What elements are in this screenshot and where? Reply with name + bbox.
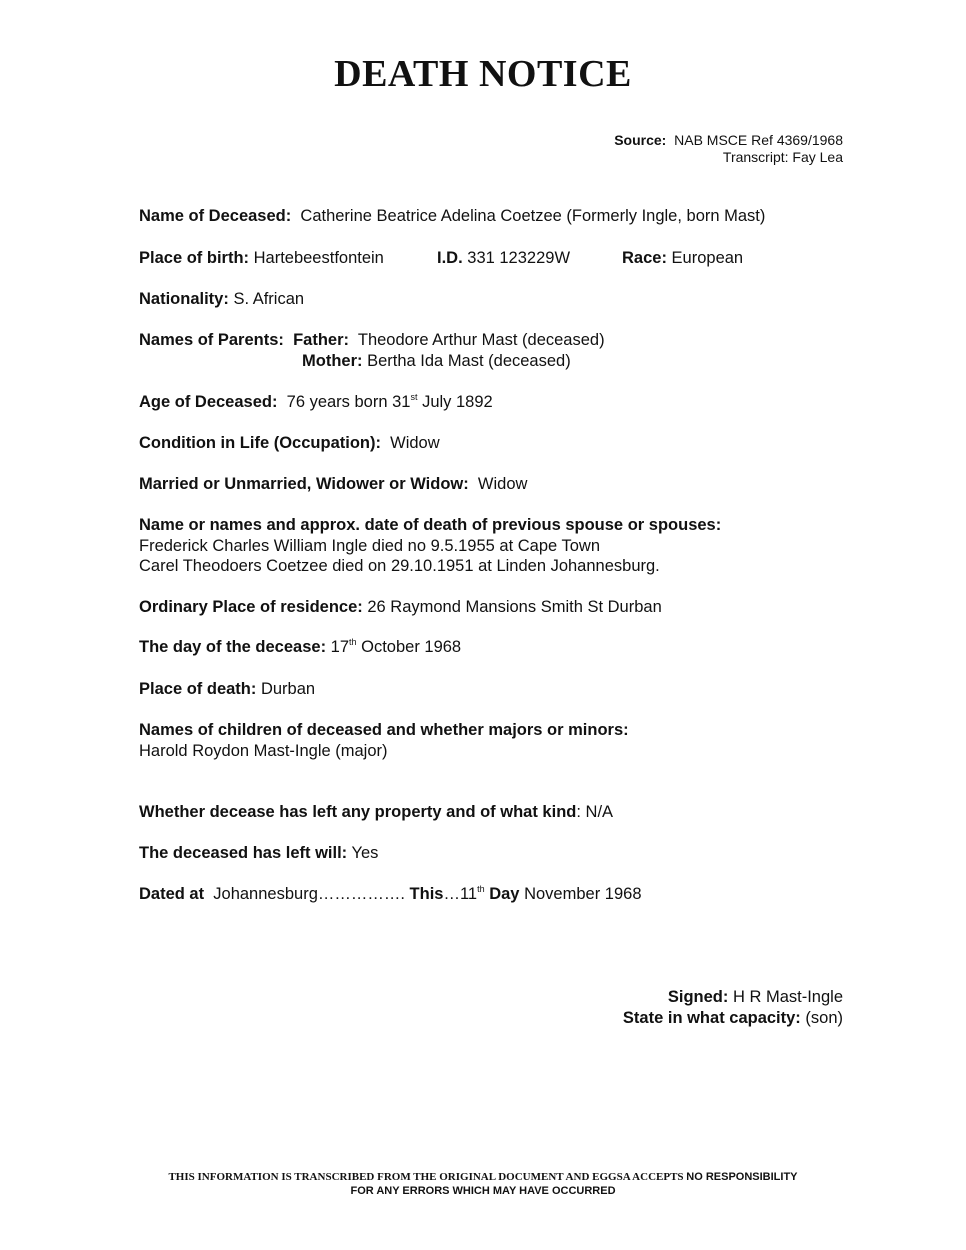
children-label: Names of children of deceased and whether majors or minors: [139, 721, 629, 739]
capacity-line [623, 1008, 843, 1029]
race-group [622, 248, 743, 269]
death-place-label: Place of death: [139, 680, 257, 698]
property-value: : N/A [576, 803, 614, 821]
dated-label: Dated at [139, 885, 205, 903]
children-line-1: Harold Roydon Mast-Ingle (major) [139, 741, 388, 760]
will-label: The deceased has left will: [139, 844, 348, 862]
field-age [139, 392, 493, 413]
signed-line [623, 987, 843, 1008]
will-value: Yes [351, 844, 379, 862]
age-label: Age of Deceased: [139, 393, 278, 411]
decease-day-pre: 17 [330, 638, 350, 656]
nationality-value: S. African [233, 290, 305, 308]
capacity-value: (son) [805, 1009, 843, 1027]
field-children [139, 720, 629, 761]
disclaimer-line-1-sans: NO RESPONSIBILITY [686, 1171, 798, 1183]
dated-day-sup: th [477, 884, 485, 894]
race-value: European [671, 249, 744, 267]
age-value-sup: st [410, 392, 418, 402]
marital-value: Widow [477, 475, 528, 493]
disclaimer-line-2: FOR ANY ERRORS WHICH MAY HAVE OCCURRED [350, 1185, 616, 1197]
source-value: NAB MSCE Ref 4369/1968 [674, 132, 843, 148]
field-decease-day [139, 637, 461, 658]
id-label: I.D. [437, 249, 463, 267]
disclaimer-line-1-serif: THIS INFORMATION IS TRANSCRIBED FROM THE ORIGINAL DOCUMENT AND EGGSA ACCEPTS [168, 1171, 687, 1183]
deceased-value: Catherine Beatrice Adelina Coetzee (Formerly Ingle, born Mast) [300, 207, 766, 225]
source-block [614, 132, 843, 166]
field-property [139, 802, 613, 823]
mother-line [139, 351, 605, 372]
id-group [437, 248, 570, 269]
field-spouses [139, 515, 721, 577]
nationality-label: Nationality: [139, 290, 229, 308]
occupation-value: Widow [390, 434, 440, 452]
field-death-place [139, 679, 315, 700]
mother-value: Bertha Ida Mast (deceased) [367, 351, 571, 370]
capacity-label: State in what capacity: [622, 1009, 801, 1027]
source-label: Source: [614, 132, 667, 148]
dated-day-pre: …11 [443, 885, 478, 903]
spouse-line-2: Carel Theodoers Coetzee died on 29.10.1951 at Linden Johannesburg. [139, 557, 660, 575]
field-residence [139, 597, 662, 618]
field-parents [139, 330, 605, 371]
id-value: 331 123229W [467, 249, 571, 267]
decease-day-post: October 1968 [356, 638, 462, 656]
field-birth [139, 248, 839, 269]
transcript-line: Transcript: Fay Lea [722, 149, 843, 165]
mother-label: Mother: [302, 351, 363, 370]
birth-value: Hartebeestfontein [253, 249, 384, 267]
birth-label: Place of birth: [139, 249, 250, 267]
field-deceased-name [139, 206, 765, 227]
disclaimer-line-1 [0, 1170, 966, 1184]
dated-day-label: Day [489, 885, 520, 903]
age-value-post: July 1892 [417, 393, 493, 411]
dated-month-year: November 1968 [524, 885, 642, 903]
deceased-label: Name of Deceased: [139, 207, 292, 225]
parents-label: Names of Parents: [139, 331, 284, 349]
occupation-label: Condition in Life (Occupation): [139, 434, 381, 452]
race-label: Race: [622, 249, 667, 267]
signature-block [623, 987, 843, 1029]
field-nationality [139, 289, 304, 310]
marital-label: Married or Unmarried, Widower or Widow: [139, 475, 469, 493]
death-place-value: Durban [260, 680, 316, 698]
property-label: Whether decease has left any property and of what kind [139, 803, 577, 821]
spouses-label: Name or names and approx. date of death of previous spouse or spouses: [139, 516, 722, 534]
residence-label: Ordinary Place of residence: [139, 598, 363, 616]
dated-place: Johannesburg……………. [213, 885, 405, 903]
age-value-pre: 76 years born 31 [286, 393, 411, 411]
document-title: DEATH NOTICE [334, 53, 632, 95]
field-will [139, 843, 378, 864]
field-marital [139, 474, 527, 495]
field-dated [139, 884, 642, 905]
spouse-line-1: Frederick Charles William Ingle died no 9.5.1955 at Cape Town [139, 536, 601, 555]
decease-day-sup: th [349, 637, 357, 647]
dated-this-label: This [409, 885, 444, 903]
signed-value: H R Mast-Ingle [732, 988, 843, 1006]
father-label: Father: [293, 331, 349, 349]
field-occupation [139, 433, 440, 454]
residence-value: 26 Raymond Mansions Smith St Durban [367, 598, 662, 616]
decease-day-label: The day of the decease: [139, 638, 327, 656]
source-line [614, 132, 843, 149]
father-line [139, 330, 605, 351]
disclaimer-footer [0, 1170, 966, 1198]
signed-label: Signed: [667, 988, 729, 1006]
father-value: Theodore Arthur Mast (deceased) [357, 331, 605, 349]
